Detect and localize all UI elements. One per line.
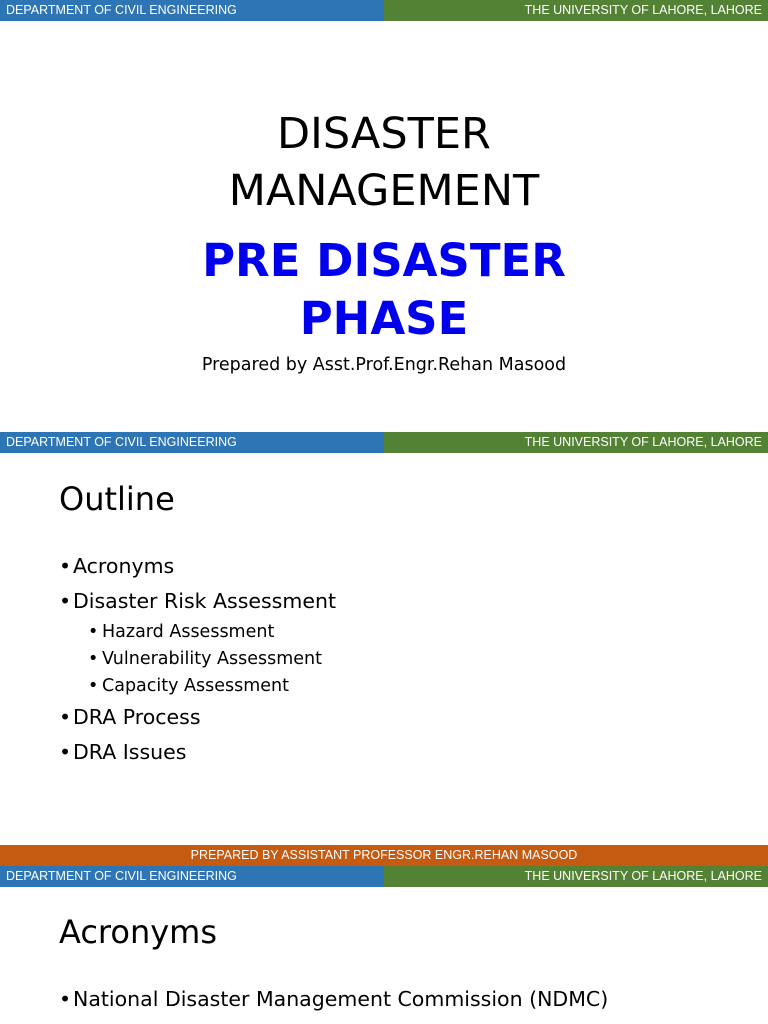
header-department: DEPARTMENT OF CIVIL ENGINEERING <box>0 0 384 21</box>
phase-title-line2: PHASE <box>299 292 469 345</box>
header-university: THE UNIVERSITY OF LAHORE, LAHORE <box>384 432 768 453</box>
bullet-icon: • <box>59 589 72 613</box>
slide-header <box>0 0 768 21</box>
header-university: THE UNIVERSITY OF LAHORE, LAHORE <box>384 0 768 21</box>
main-title-line1: DISASTER <box>277 109 491 159</box>
bullet-icon: • <box>59 554 72 578</box>
outline-subitem-label: Hazard Assessment <box>102 622 275 642</box>
outline-subitem-hazard <box>59 619 336 646</box>
bullet-icon: • <box>59 740 72 764</box>
outline-item-label: DRA Process <box>73 705 201 729</box>
acronyms-list <box>59 982 608 1017</box>
phase-title <box>0 232 768 348</box>
bullet-icon: • <box>88 676 99 696</box>
outline-sublist-item <box>59 619 336 700</box>
acronym-item-label: National Disaster Management Commission (NDMC) <box>73 987 609 1011</box>
header-department: DEPARTMENT OF CIVIL ENGINEERING <box>0 866 384 887</box>
header-department: DEPARTMENT OF CIVIL ENGINEERING <box>0 432 384 453</box>
bullet-icon: • <box>88 649 99 669</box>
outline-item-label: Acronyms <box>73 554 175 578</box>
main-title <box>0 106 768 220</box>
main-title-line2: MANAGEMENT <box>228 166 540 216</box>
outline-item-label: DRA Issues <box>73 740 187 764</box>
acronym-item-ndmc <box>59 982 608 1017</box>
slide-header <box>0 866 768 887</box>
header-university: THE UNIVERSITY OF LAHORE, LAHORE <box>384 866 768 887</box>
outline-item-label: Disaster Risk Assessment <box>73 589 336 613</box>
bullet-icon: • <box>59 987 72 1011</box>
slide-footer: PREPARED BY ASSISTANT PROFESSOR ENGR.REHAN MASOOD <box>0 845 768 866</box>
outline-subitem-label: Capacity Assessment <box>102 676 290 696</box>
slide-acronyms <box>0 866 768 1024</box>
outline-item-dra <box>59 584 336 619</box>
outline-subitem-vulnerability <box>59 646 336 673</box>
slide-title <box>0 0 768 432</box>
phase-title-line1: PRE DISASTER <box>202 234 566 287</box>
outline-list <box>59 549 336 770</box>
outline-heading: Outline <box>59 480 175 518</box>
acronyms-heading: Acronyms <box>59 913 218 951</box>
outline-item-acronyms <box>59 549 336 584</box>
outline-item-process <box>59 700 336 735</box>
slide-outline <box>0 432 768 866</box>
outline-subitem-label: Vulnerability Assessment <box>102 649 322 669</box>
outline-sublist <box>59 619 336 700</box>
outline-item-issues <box>59 735 336 770</box>
outline-subitem-capacity <box>59 673 336 700</box>
author-line: Prepared by Asst.Prof.Engr.Rehan Masood <box>201 355 567 375</box>
slide-header <box>0 432 768 453</box>
bullet-icon: • <box>59 705 72 729</box>
bullet-icon: • <box>88 622 99 642</box>
